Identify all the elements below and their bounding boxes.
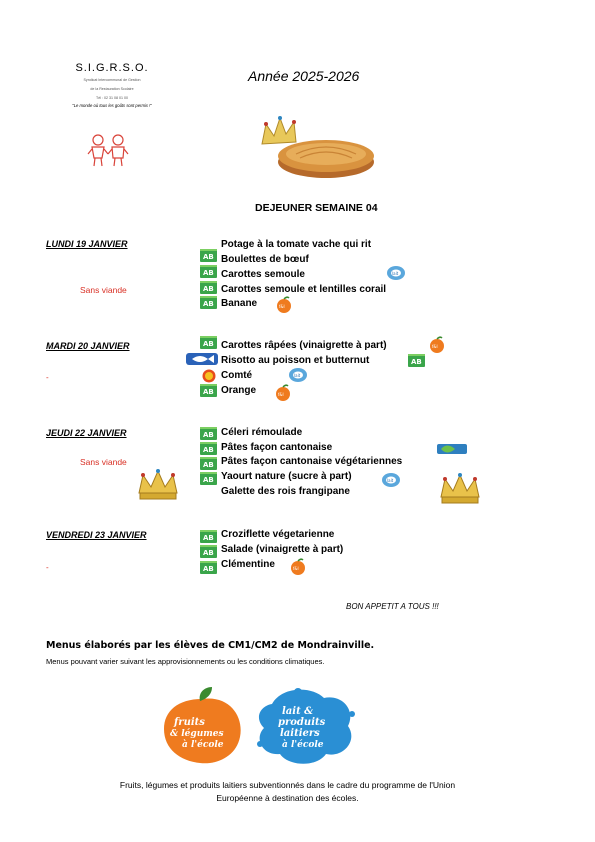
bio-leaf-label-icon [437, 442, 467, 456]
ab-bio-icon [200, 427, 217, 440]
day-label-vendredi: VENDREDI 23 JANVIER [46, 530, 147, 540]
logo-lait-line-3: laitiers [280, 728, 320, 739]
org-line-3: Tél : 02 31 08 01 00 [96, 96, 128, 100]
svg-text:AB: AB [203, 476, 214, 483]
svg-text:AB: AB [203, 446, 214, 453]
dish-item: Potage à la tomate vache qui rit [221, 239, 372, 250]
logo-fruits-line-3: à l'école [182, 740, 224, 750]
kids-logo-icon [86, 132, 132, 168]
menus-disclaimer: Menus pouvant varier suivant les approvisionnements ou les conditions climatiques. [46, 657, 325, 666]
year-title: Année 2025-2026 [248, 68, 360, 84]
day-label-lundi: LUNDI 19 JANVIER [46, 239, 128, 249]
orange-fruit-icon [275, 296, 293, 314]
svg-text:AB: AB [203, 285, 214, 292]
svg-text:AB: AB [203, 534, 214, 541]
footer-line-2: Européenne à destination des écoles. [216, 793, 359, 803]
footer-note [40, 779, 535, 805]
dish-item: Comté [221, 370, 253, 381]
svg-text:f&l: f&l [293, 566, 299, 571]
blue-seal-icon [386, 265, 406, 281]
svg-text:AB: AB [203, 253, 214, 260]
dish-item: Galette des rois frangipane [221, 486, 350, 497]
ab-bio-icon [200, 336, 217, 349]
blue-seal-icon [288, 367, 308, 383]
svg-text:lait: lait [387, 478, 394, 483]
svg-text:AB: AB [203, 431, 214, 438]
day-label-mardi: MARDI 20 JANVIER [46, 341, 130, 351]
ab-bio-icon [200, 296, 217, 309]
dish-item: Orange [221, 385, 257, 396]
svg-text:AB: AB [203, 269, 214, 276]
svg-text:AB: AB [411, 358, 422, 365]
dish-item: Salade (vinaigrette à part) [221, 544, 344, 555]
ab-bio-icon [200, 384, 217, 397]
org-line-2: de la Restauration Scolaire [90, 87, 134, 91]
svg-text:lait: lait [392, 271, 399, 276]
org-line-1: Syndicat Intercommunal de Gestion [83, 78, 141, 82]
org-slogan: "Le monde où tous les goûts sont permis !" [72, 103, 152, 108]
dish-item: Croziflette végetarienne [221, 529, 335, 540]
svg-text:f&l: f&l [432, 344, 438, 349]
day-label-jeudi: JEUDI 22 JANVIER [46, 428, 127, 438]
dish-item: Clémentine [221, 559, 275, 570]
svg-text:AB: AB [203, 388, 214, 395]
orange-fruit-icon [274, 384, 292, 402]
orange-fruit-icon [428, 336, 446, 354]
bon-appetit: BON APPETIT A TOUS !!! [346, 602, 439, 611]
logo-fruits-line-1: fruits [174, 717, 205, 728]
organisation-header [52, 62, 172, 108]
dish-item: Yaourt nature (sucre à part) [221, 471, 352, 482]
ab-bio-icon [200, 249, 217, 262]
ab-bio-icon [200, 545, 217, 558]
svg-text:f&l: f&l [279, 304, 285, 309]
ab-bio-icon [200, 281, 217, 294]
dish-item: Pâtes façon cantonaise [221, 442, 333, 453]
svg-text:AB: AB [203, 340, 214, 347]
dish-item: Carottes semoule et lentilles corail [221, 284, 387, 295]
dish-item: Pâtes façon cantonaise végétariennes [221, 456, 403, 467]
day-note-lundi: Sans viande [80, 285, 127, 295]
svg-text:AB: AB [203, 549, 214, 556]
dish-item: Carottes semoule [221, 269, 305, 280]
svg-text:f&l: f&l [278, 392, 284, 397]
crown-icon [137, 469, 179, 503]
svg-text:AB: AB [203, 300, 214, 307]
dish-item: Boulettes de bœuf [221, 254, 309, 265]
dish-item: Risotto au poisson et butternut [221, 355, 370, 366]
day-note-mardi: - [46, 373, 49, 382]
logo-lait-line-1: lait & [282, 706, 314, 717]
aop-cheese-icon [202, 369, 216, 383]
logo-fruits-line-2: & légumes [170, 729, 224, 739]
orange-fruit-icon [289, 558, 307, 576]
blue-seal-icon [381, 472, 401, 488]
ab-bio-icon [200, 472, 217, 485]
week-title: DEJEUNER SEMAINE 04 [255, 202, 378, 214]
ab-bio-icon [200, 561, 217, 574]
fruits-legumes-logo-icon [160, 685, 244, 765]
ab-bio-icon [200, 530, 217, 543]
galette-icon [256, 110, 378, 184]
svg-text:AB: AB [203, 565, 214, 572]
lait-produits-logo-icon [252, 684, 362, 768]
footer-line-1: Fruits, légumes et produits laitiers subventionnés dans le cadre du programme de l'Union [119, 780, 456, 790]
ab-bio-icon [408, 354, 425, 367]
dish-item: Carottes râpées (vinaigrette à part) [221, 340, 387, 351]
org-name: S.I.G.R.S.O. [75, 62, 149, 74]
day-note-jeudi: Sans viande [80, 457, 127, 467]
menus-credit: Menus élaborés par les élèves de CM1/CM2 de Mondrainville. [46, 640, 375, 651]
fish-label-icon [186, 353, 218, 365]
crown-icon [438, 473, 482, 507]
dish-item: Céleri rémoulade [221, 427, 303, 438]
day-note-vendredi: - [46, 563, 49, 572]
logo-lait-line-4: à l'école [282, 740, 324, 750]
ab-bio-icon [200, 265, 217, 278]
ab-bio-icon [200, 442, 217, 455]
dish-item: Banane [221, 298, 258, 309]
svg-text:AB: AB [203, 461, 214, 468]
logo-lait-line-2: produits [278, 717, 326, 728]
ab-bio-icon [200, 457, 217, 470]
svg-text:lait: lait [294, 373, 301, 378]
